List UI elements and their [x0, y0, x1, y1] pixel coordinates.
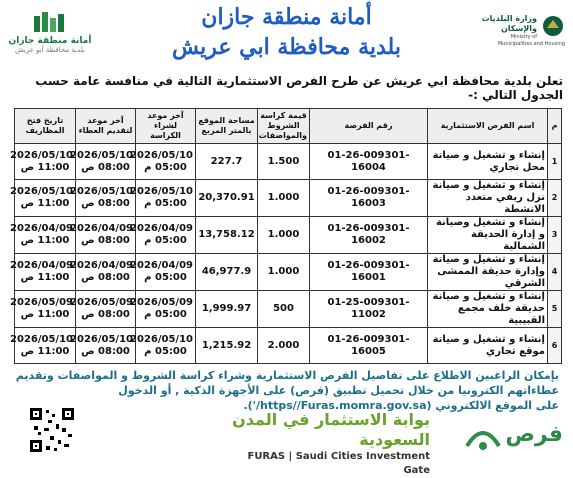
instructions-line1: بإمكان الراغبين الاطلاع على تفاصيل الفرص الاستثمارية وشراء كراسة الشروط و المواصفات وتقديم [15, 369, 559, 382]
open-date: 2026/04/09 11:00 ص [15, 254, 76, 291]
instructions-line2: عطاءاتهم الكترونيا من خلال تحميل تطبيق (فرص) على الأجهزة الذكية , أو الدخول [118, 384, 559, 397]
open-date: 2026/05/09 11:00 ص [15, 291, 76, 328]
booklet-fee: 500 [258, 291, 310, 328]
row-index: 6 [548, 328, 562, 364]
qr-code-icon[interactable] [28, 406, 76, 454]
site-area: 20,370.91 [196, 180, 258, 217]
opportunity-id: 01-26-009301-16002 [310, 217, 428, 254]
opportunity-name: إنشاء و تشغيل و صيانة حديقة خلف مجمع القبيبية [428, 291, 548, 328]
buy-deadline: 2026/05/10 05:00 م [136, 328, 196, 364]
col-header-open-date: تاريخ فتح المظاريف [15, 109, 76, 144]
open-date: 2026/05/10 11:00 ص [15, 180, 76, 217]
opportunity-id: 01-26-009301-16004 [310, 144, 428, 180]
foras-word: فرص [505, 422, 563, 447]
opportunity-name: إنشاء و تشغيل و صيانة موقع تجاري [428, 328, 548, 364]
site-area: 46,977.9 [196, 254, 258, 291]
col-header-buy-deadline: آخر موعد لشراء الكراسة [136, 109, 196, 144]
booklet-fee: 1.500 [258, 144, 310, 180]
open-date: 2026/05/10 11:00 ص [15, 328, 76, 364]
table-row [15, 180, 562, 217]
table-row [15, 291, 562, 328]
page-subtitle: بلدية محافظة ابي عريش [172, 34, 401, 60]
row-index: 5 [548, 291, 562, 328]
booklet-fee: 1.000 [258, 217, 310, 254]
table-row [15, 328, 562, 364]
ministry-name-en: Ministry of Municipalities and Housing [497, 34, 565, 47]
submit-deadline: 2026/05/10 08:00 ص [76, 144, 136, 180]
opportunity-id: 01-25-009301-11002 [310, 291, 428, 328]
left-logo-subtext: بلدية محافظة أبو عريش [15, 46, 85, 54]
booklet-fee: 1.000 [258, 180, 310, 217]
col-header-area: مساحة الموقع بالمتر المربع [196, 109, 258, 144]
col-header-fee: قيمة كراسة الشروط والمواصفات [258, 109, 310, 144]
buy-deadline: 2026/05/10 05:00 م [136, 180, 196, 217]
site-area: 13,758.12 [196, 217, 258, 254]
site-area: 227.7 [196, 144, 258, 180]
row-index: 4 [548, 254, 562, 291]
table-header-row [15, 109, 562, 144]
page-title: أمانة منطقة جازان [201, 4, 372, 30]
booklet-fee: 1.000 [258, 254, 310, 291]
submit-deadline: 2026/05/10 08:00 ص [76, 328, 136, 364]
site-area: 1,999.97 [196, 291, 258, 328]
submit-deadline: 2026/04/09 08:00 ص [76, 217, 136, 254]
ministry-emblem-icon [541, 14, 565, 38]
open-date: 2026/05/10 11:00 ص [15, 144, 76, 180]
submit-deadline: 2026/04/09 08:00 ص [76, 254, 136, 291]
foras-logo [463, 410, 563, 460]
buy-deadline: 2026/04/09 05:00 م [136, 254, 196, 291]
site-area: 1,215.92 [196, 328, 258, 364]
opportunity-name: إنشاء و تشغيل و صيانة نزل ريفي متعدد الانشطة [428, 180, 548, 217]
header [0, 0, 573, 72]
submit-deadline: 2026/05/09 08:00 ص [76, 291, 136, 328]
opportunities-table [10, 108, 562, 364]
buy-deadline: 2026/05/09 05:00 م [136, 291, 196, 328]
gate-arabic-text: بوابة الاستثمار في المدن السعودية [232, 410, 430, 449]
announcement-intro: تعلن بلدية محافظة ابي عريش عن طرح الفرص الاستثمارية التالية في منافسة عامة حسب الجدول التالي :- [35, 74, 563, 102]
instructions-text [14, 368, 559, 413]
row-index: 3 [548, 217, 562, 254]
row-index: 1 [548, 144, 562, 180]
row-index: 2 [548, 180, 562, 217]
instructions-line3[interactable]: على الموقع الالكتروني (https//Furas.momra.gov.sa/'). [243, 399, 559, 412]
table-row [15, 254, 562, 291]
submit-deadline: 2026/05/10 08:00 ص [76, 180, 136, 217]
investment-gate-logo [230, 410, 430, 476]
ministry-logo [475, 14, 565, 64]
opportunity-id: 01-26-009301-16001 [310, 254, 428, 291]
jazan-municipality-logo [8, 8, 92, 64]
opportunity-id: 01-26-009301-16003 [310, 180, 428, 217]
opportunity-name: إنشاء و تشغيل و صيانة وإدارة حديقة الممشى الشرقي [428, 254, 548, 291]
table-row [15, 144, 562, 180]
booklet-fee: 2.000 [258, 328, 310, 364]
left-logo-text: أمانة منطقة جازان [8, 36, 92, 46]
foras-brand-icon [463, 416, 503, 456]
opportunity-name: إنشاء و تشغيل وصيانة و إدارة الحديقة الشمالية [428, 217, 548, 254]
buy-deadline: 2026/04/09 05:00 م [136, 217, 196, 254]
col-header-submit-deadline: آخر موعد لتقديم العطاء [76, 109, 136, 144]
col-header-index: م [548, 109, 562, 144]
opportunity-id: 01-26-009301-16005 [310, 328, 428, 364]
open-date: 2026/04/09 11:00 ص [15, 217, 76, 254]
col-header-id: رقم الفرصة [310, 109, 428, 144]
gate-english-text: FURAS | Saudi Cities Investment Gate [247, 451, 430, 476]
opportunity-name: إنشاء و تشغيل و صيانة محل تجاري [428, 144, 548, 180]
col-header-name: اسم الفرص الاستثمارية [428, 109, 548, 144]
logo-mark-icon [30, 8, 70, 36]
buy-deadline: 2026/05/10 05:00 م [136, 144, 196, 180]
ministry-name: وزارة البلديات والإسكان [481, 14, 537, 33]
table-row [15, 217, 562, 254]
